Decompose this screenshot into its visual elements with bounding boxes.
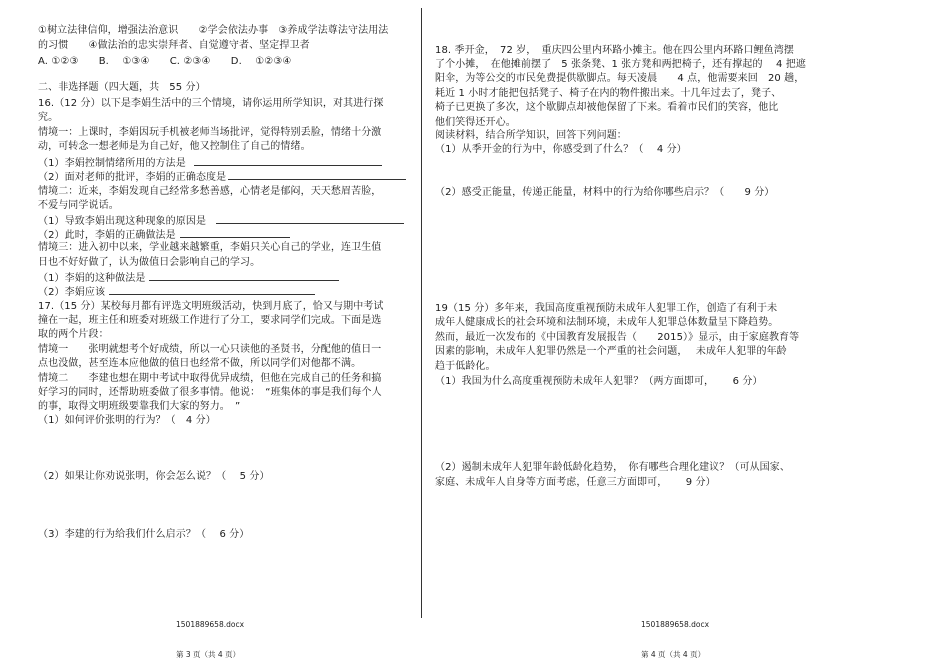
q16-scene1-q2 (38, 169, 406, 184)
q19-material-5: 趋于低龄化。 (435, 361, 496, 372)
q19-sub1: （1）我国为什么高度重视预防未成年人犯罪？（两方面即可， 6 分） (435, 376, 763, 387)
q18-sub1: （1）从季开金的行为中，你感受到了什么？（ 4 分） (435, 144, 687, 155)
q18-instruction: 阅读材料，结合所学知识，回答下列问题： (435, 130, 627, 141)
q15-option-text-1: ①树立法律信仰，增强法治意识 ②学会依法办事 ③养成学法尊法守法用法 (38, 25, 389, 36)
page-4 (424, 0, 950, 671)
column-divider (421, 8, 422, 618)
q17-scene1-1: 情境一 张明就想考个好成绩，所以一心只读他的圣贤书，分配他的值日一 (38, 344, 382, 355)
q19-material-1: 19（15 分）多年来，我国高度重视预防未成年人犯罪工作，创造了有利于未 (435, 303, 778, 314)
q17-scene2-2: 好学习的同时，还帮助班委做了很多事情。他说： “班集体的事是我们每个人 (38, 387, 382, 398)
q18-material-4: 耗近 1 小时才能把包括凳子、椅子在内的物件搬出来。十几年过去了，凳子、 (435, 88, 782, 99)
q15-choices: A. ①②③ B. ①③④ C. ②③④ D. ①②③④ (38, 56, 292, 67)
q16-stem-2: 究。 (38, 112, 59, 123)
footer-page-number: 第 3 页（共 4 页） (176, 650, 241, 659)
footer-filename: 1501889658.docx (641, 620, 710, 629)
q16-scene2-1: 情境二：近来，李娟发现自己经常多愁善感，心情老是郁闷，天天愁眉苦脸， (38, 186, 382, 197)
q17-sub1: （1）如何评价张明的行为？（ 4 分） (38, 415, 216, 426)
q16-scene1-1: 情境一：上课时，李娟因玩手机被老师当场批评，觉得特别丢脸，情绪十分激 (38, 127, 382, 138)
section-heading: 二、非选择题（四大题，共 55 分） (38, 82, 206, 93)
q16-scene3-2: 日也不好好做了，认为做值日会影响自己的学习。 (38, 257, 261, 268)
q18-material-3: 阳伞，为等公交的市民免费提供歇脚点。每天凌晨 4 点，他需要来回 20 趟， (435, 73, 805, 84)
q17-scene2-1: 情境二 李建也想在期中考试中取得优异成绩，但他在完成自己的任务和搞 (38, 373, 382, 384)
answer-blank[interactable] (216, 213, 404, 224)
q16-scene3-q1-text: （1）李娟的这种做法是 (38, 273, 146, 284)
q16-scene1-q1-text: （1）李娟控制情绪所用的方法是 (38, 158, 186, 169)
q16-scene2-q1 (38, 213, 404, 228)
q16-scene2-2: 不爱与同学说话。 (38, 200, 119, 211)
q16-scene1-2: 动，可转念一想老师是为自己好，他又控制住了自己的情绪。 (38, 141, 311, 152)
q17-sub2: （2）如果让你劝说张明，你会怎么说？（ 5 分） (38, 471, 270, 482)
q17-stem-3: 取的两个片段： (38, 329, 109, 340)
q19-material-3: 然而，最近一次发布的《中国教育发展报告（ 2015）》显示，由于家庭教育等 (435, 332, 800, 343)
q19-sub2-1: （2）遏制未成年人犯罪年龄低龄化趋势， 你有哪些合理化建议？（可从国家、 (435, 462, 790, 473)
q16-stem-1: 16.（12 分）以下是李娟生活中的三个情境，请你运用所学知识，对其进行探 (38, 98, 384, 109)
q19-material-4: 因素的影响，未成年人犯罪仍然是一个严重的社会问题， 未成年人犯罪的年龄 (435, 346, 787, 357)
q16-scene3-q2 (38, 284, 315, 299)
q15-option-text-2: 的习惯 ④做法治的忠实崇拜者、自觉遵守者、坚定捍卫者 (38, 40, 310, 51)
q17-scene2-3: 的事，取得文明班级要靠我们大家的努力。 ” (38, 401, 241, 412)
q19-sub2-2: 家庭、未成年人自身等方面考虑，任意三方面即可， 9 分） (435, 477, 716, 488)
q18-material-5: 椅子已更换了多次，这个歇脚点却被他保留了下来。看着市民们的笑容，他比 (435, 102, 779, 113)
q16-scene2-q1-text: （1）导致李娟出现这种现象的原因是 (38, 216, 207, 227)
answer-blank[interactable] (180, 227, 290, 238)
answer-blank[interactable] (109, 284, 315, 295)
answer-blank[interactable] (194, 155, 382, 166)
answer-blank[interactable] (149, 270, 339, 281)
q16-scene3-1: 情境三：进入初中以来，学业越来越繁重，李娟只关心自己的学业，连卫生值 (38, 242, 382, 253)
footer-filename: 1501889658.docx (176, 620, 245, 629)
q16-scene2-q2-text: （2）此时，李娟的正确做法是 (38, 230, 176, 241)
q17-sub3: （3）李建的行为给我们什么启示？（ 6 分） (38, 529, 250, 540)
q18-sub2: （2）感受正能量，传递正能量，材料中的行为给你哪些启示？（ 9 分） (435, 187, 775, 198)
q16-scene1-q1 (38, 155, 382, 170)
q19-material-2: 成年人健康成长的社会环境和法制环境，未成年人犯罪总体数量呈下降趋势。 (435, 317, 779, 328)
q17-stem-1: 17.（15 分）某校每月都有评选文明班级活动，快到月底了，恰又与期中考试 (38, 301, 384, 312)
footer-page-number: 第 4 页（共 4 页） (641, 650, 706, 659)
q18-material-1: 18. 季开金， 72 岁， 重庆四公里内环路小摊主。他在四公里内环路口鲤鱼湾摆 (435, 45, 794, 56)
q17-stem-2: 撞在一起，班主任和班委对班级工作进行了分工，要求同学们完成。下面是选 (38, 315, 382, 326)
q16-scene3-q1 (38, 270, 339, 285)
q18-material-2: 了个小摊， 在他摊前摆了 5 张条凳、1 张方凳和两把椅子，还有撑起的 4 把遮 (435, 59, 806, 70)
answer-blank[interactable] (228, 169, 406, 180)
q16-scene2-q2 (38, 227, 290, 242)
q16-scene1-q2-text: （2）面对老师的批评，李娟的正确态度是 (38, 172, 227, 183)
q16-scene3-q2-text: （2）李娟应该 (38, 287, 106, 298)
page-3 (0, 0, 421, 671)
q17-scene1-2: 点也没做，甚至连本应他做的值日也经常不做，所以同学们对他都不满。 (38, 358, 362, 369)
q18-material-6: 他们笑得还开心。 (435, 117, 516, 128)
